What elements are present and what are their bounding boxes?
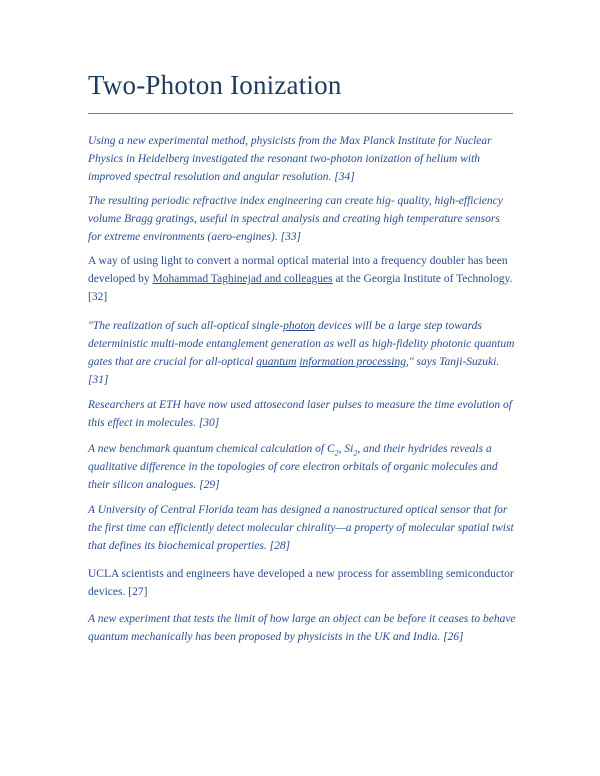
paragraph-4-text-d: ," says Tanji-Suzuki. [31] [88,356,500,386]
c2-subscript: 2 [334,448,339,458]
paragraph-8: UCLA scientists and engineers have developed a new process for assembling semiconductor devices. [27] [88,568,514,598]
paragraph-4-text-a: "The realization of such all-optical single- [88,320,284,332]
paragraph-6-text-b: , Si [338,443,354,455]
paragraph-3 [88,252,516,306]
paragraph-3-text-b: at the Georgia Institute of Technology. [32] [88,273,513,303]
paragraph-6-text-c: , and their hydrides reveals a qualitative difference in the topologies of core electron orbitals of organic molecules and their silicon analogues. [29] [88,443,498,491]
author-link[interactable]: Mohammad Taghinejad and colleagues [152,273,333,285]
paragraph-5: Researchers at ETH have now used attosecond laser pulses to measure the time evolution of this effect in molecules. [30] [88,399,512,429]
si2-subscript: 2 [353,448,358,458]
paragraph-4-text-b: devices will be a large step towards deterministic multi-mode entanglement generation as well as high-fidelity photonic quantum gates that are crucial for all-optical [88,320,515,368]
paragraph-3-text-a: A way of using light to convert a normal optical material into a frequency doubler has been developed by [88,255,508,285]
information-processing-link[interactable]: information processing [299,356,406,368]
quantum-link[interactable]: quantum [256,356,297,368]
title-underline [88,113,513,114]
paragraph-4 [88,317,516,389]
paragraph-6-text-a: A new benchmark quantum chemical calculation of C [88,443,335,455]
paragraph-7: A University of Central Florida team has designed a nanostructured optical sensor that for the first time can efficiently detect molecular chirality—a property of molecular spatial twist that defines its biochemical properties. [28] [88,504,514,552]
photon-link[interactable]: photon [283,320,316,332]
document-title: Two-Photon Ionization [88,70,342,100]
paragraph-1: Using a new experimental method, physicists from the Max Planck Institute for Nuclear Physics in Heidelberg investigated the resonant two-photon ionization of helium with improved spectral resolution and angular resolution. [34] [88,135,492,183]
paragraph-9: A new experiment that tests the limit of how large an object can be before it ceases to behave quantum mechanically has been proposed by physicists in the UK and India. [26] [88,613,516,643]
paragraph-6 [88,440,516,494]
paragraph-2: The resulting periodic refractive index engineering can create hig- quality, high-efficiency volume Bragg gratings, useful in spectral analysis and creating high temperature sensors for extreme environments (aero-engines). [33] [88,195,503,243]
